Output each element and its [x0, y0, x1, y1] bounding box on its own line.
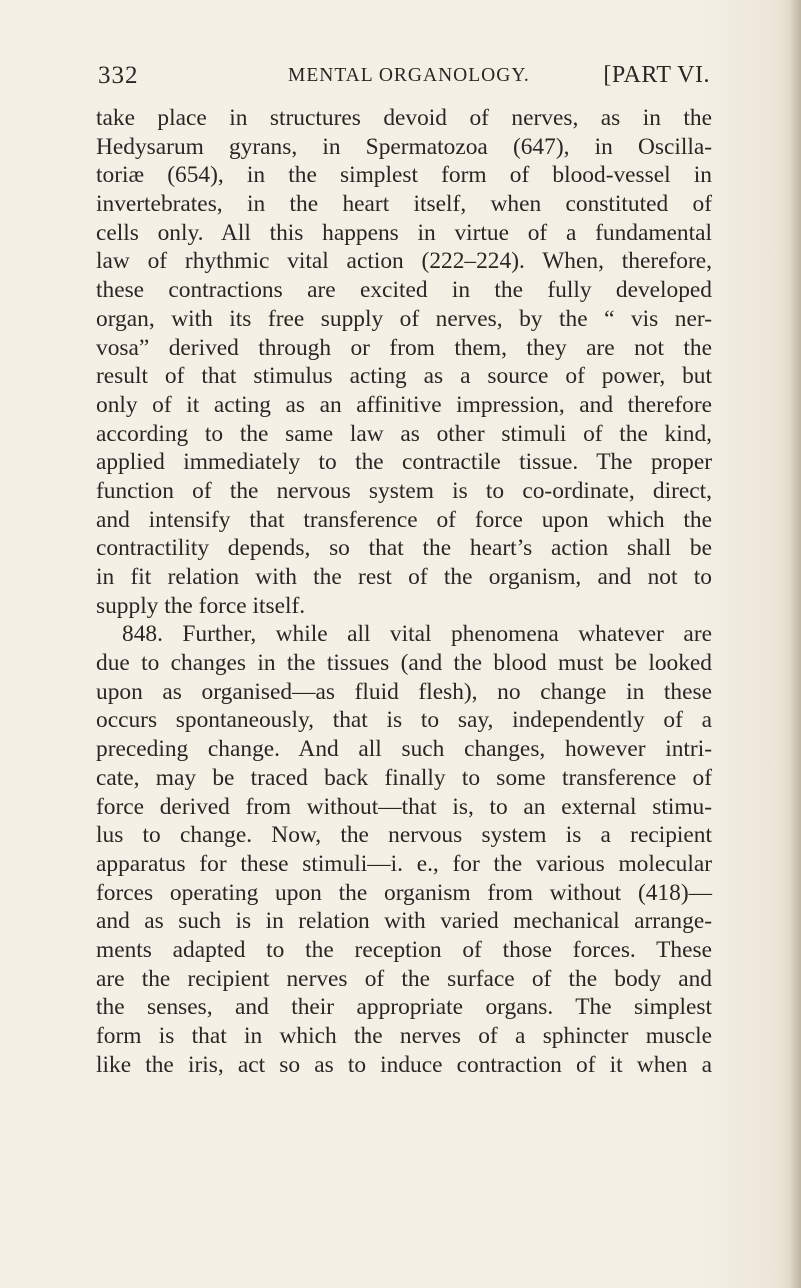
- text-line: result of that stimulus acting as a source of power, but: [96, 363, 712, 390]
- page-number: 332: [98, 62, 139, 89]
- text-line: preceding change. And all such changes, however intri-: [96, 736, 712, 763]
- running-head: MENTAL ORGANOLOGY.: [288, 65, 530, 86]
- text-line: force derived from without—that is, to an external stimu-: [96, 793, 712, 820]
- text-line: like the iris, act so as to induce contraction of it when a: [96, 1051, 712, 1078]
- text-line: cells only. All this happens in virtue of a fundamental: [96, 219, 712, 246]
- text-line: invertebrates, in the heart itself, when constituted of: [96, 191, 712, 218]
- text-line: toriæ (654), in the simplest form of blood-vessel in: [96, 162, 712, 189]
- text-line: supply the force itself.: [96, 592, 306, 619]
- text-line: take place in structures devoid of nerves, as in the: [96, 105, 712, 131]
- part-label-text: [PART VI.: [603, 62, 710, 88]
- page-header: [98, 62, 710, 92]
- text-line: cate, may be traced back finally to some transference of: [96, 764, 712, 791]
- text-line: function of the nervous system is to co-ordinate, direct,: [96, 477, 712, 504]
- text-line: occurs spontaneously, that is to say, independently of a: [96, 707, 712, 734]
- text-line: according to the same law as other stimuli of the kind,: [96, 420, 712, 447]
- text-line: apparatus for these stimuli—i. e., for the various molecular: [96, 850, 712, 877]
- text-line: law of rhythmic vital action (222–224). When, therefore,: [96, 248, 712, 275]
- text-line: Hedysarum gyrans, in Spermatozoa (647), in Oscilla-: [96, 133, 712, 160]
- text-line: and intensify that transference of force upon which the: [96, 506, 712, 533]
- text-line: and as such is in relation with varied mechanical arrange-: [96, 908, 712, 935]
- text-line: vosa” derived through or from them, they are not the: [96, 334, 712, 361]
- text-line: lus to change. Now, the nervous system is a recipient: [96, 822, 712, 849]
- text-line: contractility depends, so that the heart’s action shall be: [96, 535, 712, 562]
- text-line: the senses, and their appropriate organs. The simplest: [96, 994, 712, 1021]
- text-line: ments adapted to the reception of those forces. These: [96, 936, 712, 963]
- text-line: forces operating upon the organism from without (418)—: [96, 879, 712, 906]
- text-line: form is that in which the nerves of a sphincter muscle: [96, 1023, 712, 1049]
- part-label: [603, 62, 710, 89]
- text-line: in fit relation with the rest of the organism, and not to: [96, 564, 712, 590]
- page-edge-shadow: [789, 0, 801, 1288]
- paragraph-start-line: 848. Further, while all vital phenomena whatever are: [122, 621, 712, 648]
- text-line: are the recipient nerves of the surface of the body and: [96, 965, 712, 992]
- text-line: organ, with its free supply of nerves, by the “ vis ner-: [96, 305, 712, 332]
- text-line: upon as organised—as fluid flesh), no change in these: [96, 678, 712, 705]
- text-line: due to changes in the tissues (and the blood must be looked: [96, 650, 712, 677]
- body-text: [96, 104, 712, 1079]
- text-line: these contractions are excited in the fully developed: [96, 277, 712, 304]
- text-line: only of it acting as an affinitive impression, and therefore: [96, 391, 712, 418]
- text-line: applied immediately to the contractile tissue. The proper: [96, 449, 712, 476]
